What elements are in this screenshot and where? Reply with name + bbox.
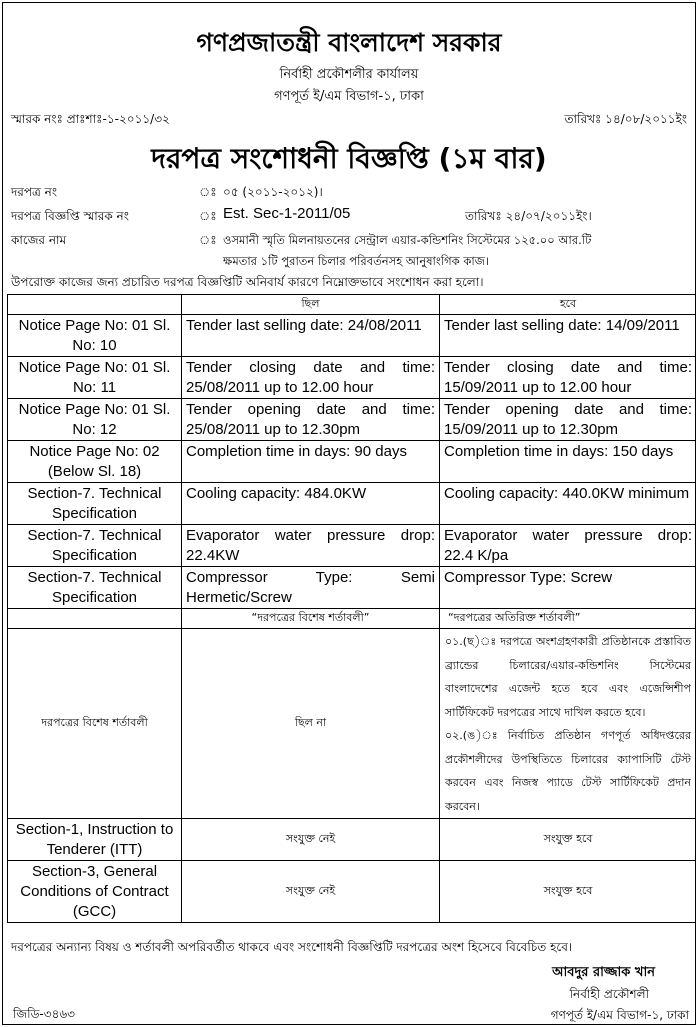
signatory-designation: নির্বাহী প্রকৌশলী: [569, 987, 649, 1001]
tender-no-label: দরপত্র নং: [11, 185, 58, 199]
work-name-label: কাজের নাম: [11, 233, 67, 247]
office-name: নির্বাহী প্রকৌশলীর কার্যালয়: [279, 67, 419, 82]
row-reference: Notice Page No: 02 (Below Sl. 18): [8, 441, 182, 483]
government-title: গণপ্রজাতন্ত্রী বাংলাদেশ সরকার: [196, 28, 502, 57]
intro-text: উপরোক্ত কাজের জন্য প্রচারিত দরপত্র বিজ্ঞপ্তিটি অনিবার্য কারণে নিম্নোক্তভাবে সংশোধন করা হলো।: [11, 275, 484, 289]
row-was: Compressor Type: Semi Hermetic/Screw: [182, 567, 440, 609]
row-was: Tender closing date and time: 25/08/2011 up to 12.00 hour: [182, 357, 440, 399]
special-header-will-be: “দরপত্রের অতিরিক্ত শর্তাবলী”: [440, 609, 697, 629]
row-will-be: Cooling capacity: 440.0KW minimum: [440, 483, 697, 525]
special-conditions-header-row: [8, 609, 697, 629]
row-reference: Section-7. Technical Specification: [8, 525, 182, 567]
colon: ঃ: [199, 209, 217, 223]
table-row: [8, 483, 697, 525]
header-empty-cell: [8, 295, 182, 315]
amendment-table: [7, 294, 696, 923]
signatory-name: আবদুর রাজ্জাক খান: [552, 965, 655, 980]
memo-number: স্মারক নংঃ প্রাঃশাঃ-১-২০১১/৩২: [11, 112, 170, 126]
row-was: Tender opening date and time: 25/08/2011 up to 12.30pm: [182, 399, 440, 441]
division-name: গণপূর্ত ই/এম বিভাগ-১, ঢাকা: [274, 89, 424, 104]
tender-notice-page: [2, 2, 696, 1025]
row-reference: Section-7. Technical Specification: [8, 483, 182, 525]
row-will-be: Tender opening date and time: 15/09/2011 up to 12.30pm: [440, 399, 697, 441]
special-condition-1: ০১.(ছ)ঃ দরপত্রে অংশগ্রহণকারী প্রতিষ্ঠানকে প্রস্তাবিত ব্র্যান্ডের চিলারের/এয়ার-কন্ডিশনিং সিস্টেমের বাংলাদেশের এজেন্ট হতে হবে এবং এজেন্সিশীপ সার্টিফিকেট দরপত্রের সাথে দাখিল করতে হবে।: [445, 635, 691, 719]
special-conditions-label: দরপত্রের বিশেষ শর্তাবলী: [8, 629, 182, 819]
memo-date: তারিখঃ ১৪/০৮/২০১১ইং: [564, 112, 687, 126]
colon: ঃ: [199, 185, 217, 199]
itt-was: সংযুক্ত নেই: [182, 819, 440, 861]
header-will-be: হবে: [440, 295, 697, 315]
row-will-be: Completion time in days: 150 days: [440, 441, 697, 483]
colon: ঃ: [199, 233, 217, 247]
table-row: [8, 525, 697, 567]
row-was: Evaporator water pressure drop: 22.4KW: [182, 525, 440, 567]
itt-will-be: সংযুক্ত হবে: [440, 819, 697, 861]
gcc-label: Section-3, General Conditions of Contract (GCC): [8, 861, 182, 923]
table-row: [8, 567, 697, 609]
row-will-be: Evaporator water pressure drop: 22.4 K/pa: [440, 525, 697, 567]
notice-title: দরপত্র সংশোধনী বিজ্ঞপ্তি (১ম বার): [151, 142, 547, 175]
itt-row: [8, 819, 697, 861]
gd-number: জিডি-৩৪৬৩: [13, 1007, 75, 1021]
table-header-row: [8, 295, 697, 315]
itt-label: Section-1, Instruction to Tenderer (ITT): [8, 819, 182, 861]
row-reference: Notice Page No: 01 Sl. No: 10: [8, 315, 182, 357]
table-row: [8, 441, 697, 483]
row-will-be: Tender closing date and time: 15/09/2011 up to 12.00 hour: [440, 357, 697, 399]
special-condition-2: ০২.(ঙ)ঃ নির্বাচিত প্রতিষ্ঠান গণপূর্ত অধিদপ্তরের প্রকৌশলীদের উপস্থিতিতে চিলারের ক্যাপাসিটি টেস্ট করবেন এবং নিজস্ব প্যাডে টেস্ট সার্টিফিকেট প্রদান করবেন।: [445, 729, 691, 813]
table-row: [8, 315, 697, 357]
header-empty-cell: [8, 609, 182, 629]
special-conditions-row: [8, 629, 697, 819]
notice-memo-value: Est. Sec-1-2011/05: [223, 205, 351, 222]
tender-no-value: ০৫ (২০১১-২০১২)।: [223, 185, 323, 199]
notice-memo-date: তারিখঃ ২৪/০৭/২০১১ইং।: [465, 209, 592, 223]
signatory-division: গণপূর্ত ই/এম বিভাগ-১, ঢাকা: [550, 1008, 689, 1022]
header-was: ছিল: [182, 295, 440, 315]
row-reference: Section-7. Technical Specification: [8, 567, 182, 609]
special-conditions-was: ছিল না: [182, 629, 440, 819]
row-was: Cooling capacity: 484.0KW: [182, 483, 440, 525]
notice-memo-label: দরপত্র বিজ্ঞপ্তি স্মারক নং: [11, 209, 129, 223]
special-header-was: “দরপত্রের বিশেষ শর্তাবলী”: [182, 609, 440, 629]
special-conditions-will-be: [440, 629, 697, 819]
row-was: Completion time in days: 90 days: [182, 441, 440, 483]
gcc-row: [8, 861, 697, 923]
row-reference: Notice Page No: 01 Sl. No: 12: [8, 399, 182, 441]
row-reference: Notice Page No: 01 Sl. No: 11: [8, 357, 182, 399]
table-row: [8, 357, 697, 399]
closing-text: দরপত্রের অন্যান্য বিষয় ও শর্তাবলী অপরিবর্তীত থাকবে এবং সংশোধনী বিজ্ঞপ্তিটি দরপত্রের অংশ হিসেবে বিবেচিত হবে।: [11, 940, 573, 954]
work-name-line-1: ওসমানী স্মৃতি মিলনায়তনের সেন্ট্রাল এয়ার-কন্ডিশনিং সিস্টেমের ১২৫.০০ আর.টি: [223, 233, 592, 247]
row-will-be: Compressor Type: Screw: [440, 567, 697, 609]
table-row: [8, 399, 697, 441]
work-name-line-2: ক্ষমতার ১টি পুরাতন চিলার পরিবর্তনসহ আনুষাংগিক কাজ।: [223, 254, 490, 268]
gcc-will-be: সংযুক্ত হবে: [440, 861, 697, 923]
row-will-be: Tender last selling date: 14/09/2011: [440, 315, 697, 357]
gcc-was: সংযুক্ত নেই: [182, 861, 440, 923]
row-was: Tender last selling date: 24/08/2011: [182, 315, 440, 357]
